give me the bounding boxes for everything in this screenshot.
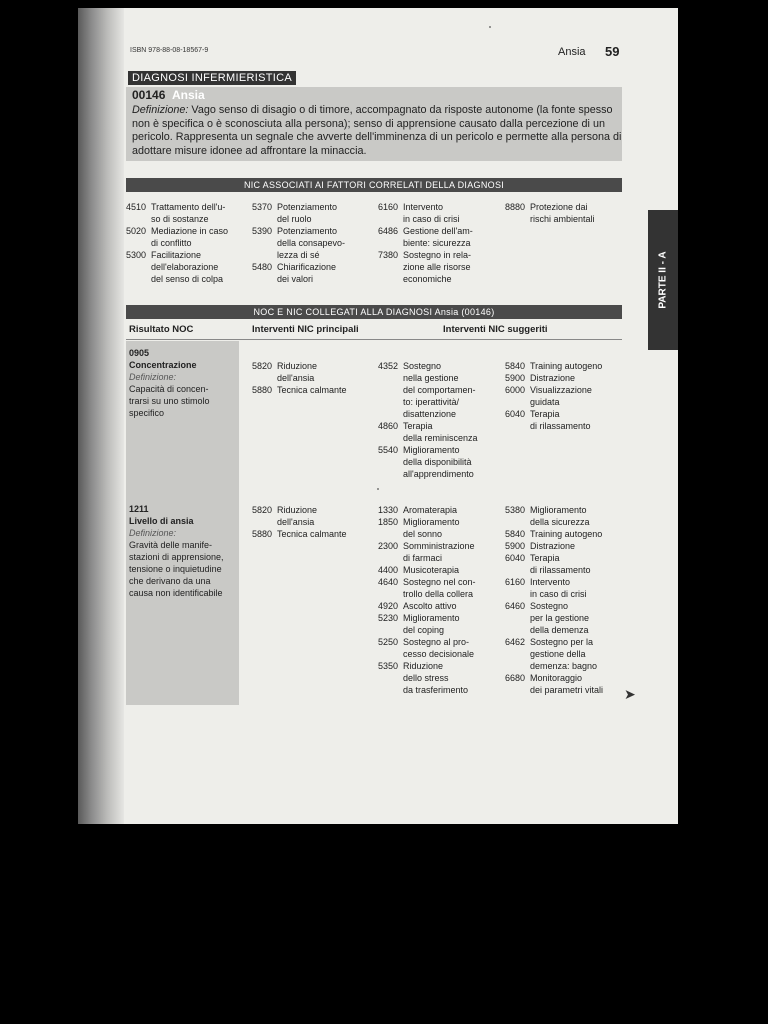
nic-title-cont: all'apprendimento (403, 469, 474, 479)
nic-entry (378, 360, 502, 420)
nic-title-cont: dell'ansia (277, 373, 315, 383)
nic-title-cont: guidata (530, 397, 560, 407)
nic-title-cont: economiche (403, 274, 452, 284)
nic-title: Trattamento dell'u- (151, 202, 226, 212)
nic-entry (378, 636, 502, 660)
nic-entry (378, 540, 502, 564)
nic-title-cont: zione alle risorse (403, 262, 471, 272)
nic-entry (126, 201, 246, 225)
nic-title-cont: della sicurezza (530, 517, 590, 527)
nic-title: Gestione dell'am- (403, 226, 473, 236)
header-noc: Risultato NOC (129, 324, 194, 335)
nic-code: 4860 (378, 421, 399, 431)
nic-entry (252, 504, 372, 528)
noc-def-label: Definizione: (129, 528, 177, 538)
nic-title: Aromaterapia (403, 505, 458, 515)
nic-main-1211 (252, 504, 372, 540)
nic-title: Intervento (530, 577, 571, 587)
nic-associated-col-2 (252, 201, 372, 285)
nic-code: 6680 (505, 673, 526, 683)
nic-code: 4510 (126, 202, 147, 212)
nic-entry (505, 600, 623, 636)
nic-title-cont: disattenzione (403, 409, 457, 419)
noc-code: 0905 (129, 348, 150, 358)
nic-suggested-a-0905 (378, 360, 502, 480)
part-side-tab (648, 210, 678, 350)
nic-title-cont: dell'elaborazione (151, 262, 219, 272)
nic-title: Protezione dai (530, 202, 588, 212)
nic-entry (378, 516, 502, 540)
nic-code: 5840 (505, 361, 526, 371)
definition-label: Definizione: (132, 104, 189, 116)
nic-title-cont: cesso decisionale (403, 649, 475, 659)
nic-code: 6000 (505, 385, 526, 395)
nic-title-cont: gestione della (530, 649, 586, 659)
isbn: ISBN 978-88-08-18567-9 (130, 47, 209, 54)
nic-code: 5540 (378, 445, 399, 455)
nic-title: Miglioramento (403, 517, 460, 527)
nic-suggested-b-1211 (505, 504, 623, 696)
nic-main-0905 (252, 360, 372, 396)
running-title: Ansia (558, 46, 586, 58)
nic-title-cont: di conflitto (151, 238, 192, 248)
nic-title: Riduzione (277, 505, 318, 515)
nic-entry (505, 201, 623, 225)
nic-title-cont: di rilassamento (530, 421, 591, 431)
nic-code: 1330 (378, 505, 399, 515)
nic-code: 2300 (378, 541, 399, 551)
nic-title: Miglioramento (403, 445, 460, 455)
nic-entry (378, 225, 502, 249)
nic-title: Terapia (530, 553, 560, 563)
nic-title: Terapia (530, 409, 560, 419)
nic-title-cont: trollo della collera (403, 589, 474, 599)
nic-entry (378, 444, 502, 480)
nic-code: 6160 (378, 202, 399, 212)
nic-title-cont: in caso di crisi (530, 589, 587, 599)
nic-title-cont: di rilassamento (530, 565, 591, 575)
nic-code: 4352 (378, 361, 399, 371)
nic-entry (252, 225, 372, 261)
nic-title-cont: della disponibilità (403, 457, 472, 467)
noc-code: 1211 (129, 504, 149, 514)
next-page-arrow-icon: ➤ (624, 686, 636, 702)
nic-title: Sostegno in rela- (403, 250, 472, 260)
nic-code: 5820 (252, 505, 273, 515)
nic-entry (505, 552, 623, 576)
nic-entry (505, 384, 623, 408)
nic-suggested-a-1211 (378, 504, 502, 696)
noc-1211 (129, 503, 239, 599)
nic-title: Terapia (403, 421, 433, 431)
speck (377, 488, 379, 490)
diagnosis-code: 00146 (132, 88, 166, 102)
nic-code: 6160 (505, 577, 526, 587)
nic-code: 5480 (252, 262, 273, 272)
nic-title-cont: di farmaci (403, 553, 443, 563)
nic-title-cont: so di sostanze (151, 214, 209, 224)
nic-title: Musicoterapia (403, 565, 460, 575)
speck (489, 26, 491, 28)
nic-code: 4400 (378, 565, 399, 575)
nic-title: Sostegno (530, 601, 569, 611)
page-number: 59 (605, 44, 620, 59)
nic-title: Mediazione in caso (151, 226, 229, 236)
nic-entry (378, 564, 502, 576)
nic-title: Distrazione (530, 541, 576, 551)
nic-title-cont: del senso di colpa (151, 274, 224, 284)
nic-suggested-b-0905 (505, 360, 623, 432)
nic-entry (378, 420, 502, 444)
page-spine-shadow (78, 8, 124, 824)
nic-code: 5820 (252, 361, 273, 371)
nic-entry (252, 201, 372, 225)
nic-entry (378, 600, 502, 612)
nic-code: 6040 (505, 409, 526, 419)
noc-nic-title: NOC E NIC COLLEGATI ALLA DIAGNOSI Ansia (00146) (126, 305, 622, 319)
nic-associated-col-1 (126, 201, 246, 285)
nic-title: Sostegno al pro- (403, 637, 470, 647)
nic-title: Ascolto attivo (403, 601, 457, 611)
header-rule (126, 339, 622, 340)
nic-title: Visualizzazione (530, 385, 592, 395)
nic-title-cont: da trasferimento (403, 685, 469, 695)
nic-title: Miglioramento (530, 505, 587, 515)
diagnosis-name: Ansia (172, 88, 205, 102)
nic-title-cont: biente: sicurezza (403, 238, 471, 248)
nic-title-cont: rischi ambientali (530, 214, 595, 224)
nic-title: Distrazione (530, 373, 576, 383)
nic-entry (505, 504, 623, 528)
nic-associated-col-3 (378, 201, 502, 285)
part-label: PARTE II - A (657, 251, 669, 309)
nic-code: 5380 (505, 505, 526, 515)
nic-title-cont: dei parametri vitali (530, 685, 604, 695)
nic-associated-col-4 (505, 201, 623, 225)
nic-code: 5900 (505, 373, 526, 383)
nic-entry (126, 225, 246, 249)
header-nic-main: Interventi NIC principali (252, 324, 359, 335)
nic-entry (505, 672, 623, 696)
noc-def-line: che derivano da una (129, 576, 211, 586)
nic-title: Miglioramento (403, 613, 460, 623)
nic-code: 5390 (252, 226, 273, 236)
noc-def-label: Definizione: (129, 372, 177, 382)
nic-title-cont: del comportamen- (403, 385, 476, 395)
noc-name: Livello di ansia (129, 516, 194, 526)
nic-title-cont: della reminiscenza (403, 433, 478, 443)
nic-entry (126, 249, 246, 285)
nic-title: Potenziamento (277, 226, 338, 236)
nic-title: Monitoraggio (530, 673, 583, 683)
nic-code: 6040 (505, 553, 526, 563)
nic-code: 5900 (505, 541, 526, 551)
nic-code: 5230 (378, 613, 399, 623)
nic-code: 5840 (505, 529, 526, 539)
nic-title: Chiarificazione (277, 262, 337, 272)
nic-entry (505, 540, 623, 552)
nic-entry (252, 261, 372, 285)
nic-code: 4920 (378, 601, 399, 611)
nic-entry (252, 384, 372, 396)
nic-title: Training autogeno (530, 529, 603, 539)
section-label: DIAGNOSI INFERMIERISTICA (128, 71, 296, 85)
nic-entry (252, 360, 372, 384)
nic-title: Sostegno (403, 361, 442, 371)
noc-def-line: specifico (129, 408, 165, 418)
nic-title: Facilitazione (151, 250, 202, 260)
nic-title: Riduzione (403, 661, 444, 671)
noc-def-line: tensione o inquietudine (129, 564, 222, 574)
nic-entry (505, 360, 623, 372)
nic-title: Training autogeno (530, 361, 603, 371)
nic-entry (378, 660, 502, 696)
nic-title: Intervento (403, 202, 444, 212)
nic-entry (378, 576, 502, 600)
nic-code: 7380 (378, 250, 399, 260)
definition-text: Vago senso di disagio o di timore, accompagnato da risposte autonome (la fonte spesso non è specifica o è sconosciuta alla persona); senso di apprensione causato dalla percezione di un pericolo. Rappresenta un segnale che avverte dell'imminenza di un pericolo e permette alla persona di adottare misure idonee ad affrontare la minaccia. (132, 104, 622, 157)
nic-title-cont: in caso di crisi (403, 214, 460, 224)
nic-title-cont: per la gestione (530, 613, 590, 623)
nic-entry (378, 201, 502, 225)
nic-entry (252, 528, 372, 540)
nic-associated-title: NIC ASSOCIATI AI FATTORI CORRELATI DELLA DIAGNOSI (126, 178, 622, 192)
nic-entry (505, 372, 623, 384)
noc-def-line: Gravità delle manife- (129, 540, 213, 550)
nic-title-cont: del coping (403, 625, 445, 635)
nic-title: Sostegno per la (530, 637, 594, 647)
nic-title: Sostegno nel con- (403, 577, 476, 587)
nic-title-cont: dello stress (403, 673, 449, 683)
noc-def-line: causa non identificabile (129, 588, 223, 598)
book-page (78, 8, 678, 824)
nic-title-cont: dei valori (277, 274, 314, 284)
diagnosis-definition (132, 104, 622, 158)
nic-code: 8880 (505, 202, 526, 212)
nic-code: 1850 (378, 517, 399, 527)
nic-code: 5250 (378, 637, 399, 647)
nic-title-cont: del ruolo (277, 214, 312, 224)
nic-title: Potenziamento (277, 202, 338, 212)
nic-code: 5350 (378, 661, 399, 671)
nic-title-cont: demenza: bagno (530, 661, 598, 671)
nic-title: Tecnica calmante (277, 385, 347, 395)
nic-code: 5020 (126, 226, 147, 236)
nic-title: Somministrazione (403, 541, 475, 551)
nic-title-cont: dell'ansia (277, 517, 315, 527)
nic-code: 5880 (252, 529, 273, 539)
header-nic-suggested: Interventi NIC suggeriti (443, 324, 548, 335)
nic-code: 6462 (505, 637, 526, 647)
noc-def-line: stazioni di apprensione, (129, 552, 224, 562)
nic-entry (505, 636, 623, 672)
nic-title-cont: nella gestione (403, 373, 459, 383)
nic-entry (378, 612, 502, 636)
nic-title: Riduzione (277, 361, 318, 371)
nic-code: 6486 (378, 226, 399, 236)
nic-entry (505, 528, 623, 540)
noc-0905 (129, 347, 239, 419)
nic-entry (505, 576, 623, 600)
nic-code: 4640 (378, 577, 399, 587)
nic-code: 5370 (252, 202, 273, 212)
nic-title-cont: lezza di sé (277, 250, 320, 260)
nic-code: 6460 (505, 601, 526, 611)
nic-code: 5300 (126, 250, 147, 260)
nic-title-cont: della consapevo- (277, 238, 346, 248)
nic-code: 5880 (252, 385, 273, 395)
nic-entry (505, 408, 623, 432)
nic-title-cont: del sonno (403, 529, 443, 539)
nic-title-cont: della demenza (530, 625, 589, 635)
nic-title-cont: to: iperattività/ (403, 397, 460, 407)
nic-entry (378, 249, 502, 285)
nic-entry (378, 504, 502, 516)
noc-def-line: Capacità di concen- (129, 384, 209, 394)
nic-title: Tecnica calmante (277, 529, 347, 539)
noc-name: Concentrazione (129, 360, 197, 370)
noc-def-line: trarsi su uno stimolo (129, 396, 210, 406)
